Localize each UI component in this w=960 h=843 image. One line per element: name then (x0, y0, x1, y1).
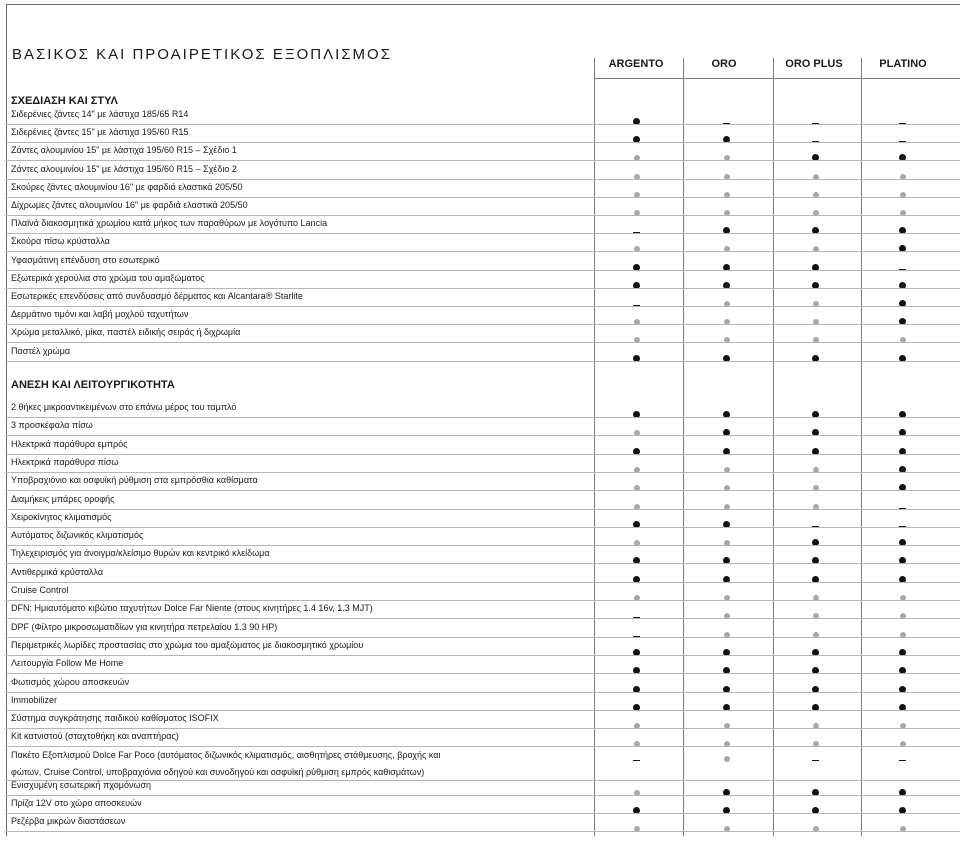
standard-dot-icon (811, 703, 821, 713)
table-row (0, 345, 960, 372)
row-separator (6, 251, 960, 252)
row-separator (6, 160, 960, 161)
column-header-oro-plus: ORO PLUS (785, 58, 843, 70)
table-row (0, 816, 960, 842)
row-label: Ηλεκτρικά παράθυρα πίσω (11, 456, 119, 467)
row-separator (6, 746, 960, 747)
standard-dot-icon (811, 685, 821, 695)
standard-dot-icon (722, 428, 732, 438)
row-label: Αυτόματος διζωνικός κλιματισμός (11, 530, 144, 541)
optional-dot-icon (898, 721, 908, 731)
row-label: Φωτισμός χώρου αποσκευών (11, 676, 130, 687)
optional-dot-icon (632, 465, 642, 475)
optional-dot-icon (811, 190, 821, 200)
standard-dot-icon (632, 135, 642, 145)
row-separator (6, 795, 960, 796)
row-label: Διαμήκεις μπάρες οροφής (11, 493, 115, 504)
standard-dot-icon (811, 447, 821, 457)
not-available-dash-icon (632, 611, 642, 621)
standard-dot-icon (722, 354, 732, 364)
optional-dot-icon (722, 244, 732, 254)
not-available-dash-icon (898, 263, 908, 273)
standard-dot-icon (898, 226, 908, 236)
column-header-argento: ARGENTO (608, 58, 664, 70)
availability-mark (812, 760, 819, 761)
optional-dot-icon (722, 208, 732, 218)
standard-dot-icon (898, 556, 908, 566)
optional-dot-icon (811, 593, 821, 603)
section-title: ΑΝΕΣΗ ΚΑΙ ΛΕΙΤΟΥΡΓΙΚΟΤΗΤΑ (11, 379, 175, 391)
standard-dot-icon (898, 410, 908, 420)
row-separator (6, 582, 960, 583)
row-label: Λειτουργία Follow Me Home (11, 658, 124, 669)
standard-dot-icon (722, 648, 732, 658)
row-label: Πακέτο Εξοπλισμού Dolce Far Poco (αυτόματος διζωνικός κλιματισμός, αισθητήρες στάθμευσης, βροχής και (11, 749, 441, 760)
row-label: Υφασμάτινη επένδυση στο εσωτερικό (11, 254, 160, 265)
not-available-dash-icon (811, 754, 821, 764)
optional-dot-icon (632, 153, 642, 163)
not-available-dash-icon (898, 502, 908, 512)
row-separator (6, 215, 960, 216)
not-available-dash-icon (898, 520, 908, 530)
standard-dot-icon (632, 354, 642, 364)
row-separator (6, 831, 960, 832)
standard-dot-icon (898, 806, 908, 816)
row-label: 3 προσκέφαλα πίσω (11, 420, 93, 431)
row-separator (6, 324, 960, 325)
optional-dot-icon (811, 299, 821, 309)
standard-dot-icon (811, 354, 821, 364)
standard-dot-icon (722, 263, 732, 273)
optional-dot-icon (898, 172, 908, 182)
standard-dot-icon (632, 806, 642, 816)
row-separator (6, 813, 960, 814)
row-label: Cruise Control (11, 585, 69, 595)
optional-dot-icon (722, 335, 732, 345)
row-label: Χρώμα μεταλλικό, μίκα, παστέλ ειδικής σειράς ή διχρωμία (11, 327, 241, 338)
standard-dot-icon (898, 153, 908, 163)
row-label: Ενισχυμένη εσωτερική πχομόνωση (11, 779, 152, 790)
optional-dot-icon (632, 483, 642, 493)
not-available-dash-icon (632, 630, 642, 640)
optional-dot-icon (722, 611, 732, 621)
row-label: Πρίζα 12V στο χώρο αποσκευών (11, 798, 142, 808)
optional-dot-icon (898, 630, 908, 640)
row-label: DPF (Φίλτρο μικροσωματιδίων για κινητήρα πετρελαίου 1.3 90 HP) (11, 621, 278, 632)
row-label: Εξωτερικά χερούλια στο χρώμα του αμαξώματος (11, 272, 205, 283)
optional-dot-icon (632, 502, 642, 512)
standard-dot-icon (632, 575, 642, 585)
not-available-dash-icon (632, 226, 642, 236)
optional-dot-icon (632, 538, 642, 548)
row-label: 2 θήκες μικροαντικειμένων στο επάνω μέρος του ταμπλό (11, 402, 237, 412)
row-label: Δίχρωμες ζάντες αλουμινίου 16" με φαρδιά ελαστικά 205/50 (11, 200, 248, 210)
row-label: Υποβραχιόνιο και οσφυϊκή ρύθμιση στα εμπρόσθια καθίσματα (11, 475, 258, 486)
standard-dot-icon (722, 575, 732, 585)
standard-dot-icon (898, 538, 908, 548)
optional-dot-icon (632, 208, 642, 218)
row-separator (6, 673, 960, 674)
row-separator (6, 417, 960, 418)
optional-dot-icon (632, 428, 642, 438)
standard-dot-icon (632, 648, 642, 658)
row-label: Δερμάτινο τιμόνι και λαβή μοχλού ταχυτήτων (11, 309, 189, 320)
row-label: Εσωτερικές επενδύσεις από συνδυασμό δέρματος και Alcantara® Starlite (11, 291, 303, 301)
row-separator (6, 710, 960, 711)
row-label: Kit κατνιστού (σταχτοθήκη και αναπτήρας) (11, 731, 179, 742)
standard-dot-icon (722, 447, 732, 457)
row-separator (6, 342, 960, 343)
optional-dot-icon (722, 299, 732, 309)
standard-dot-icon (722, 556, 732, 566)
header-underline (594, 78, 960, 79)
optional-dot-icon (722, 538, 732, 548)
standard-dot-icon (632, 685, 642, 695)
optional-dot-icon (722, 465, 732, 475)
row-separator (6, 233, 960, 234)
standard-dot-icon (722, 666, 732, 676)
row-label: DFN: Ημιαυτόματο κιβώτιο ταχυτήτων Dolce Far Niente (στους κινητήρες 1.4 16v, 1.3 MJT) (11, 603, 373, 614)
optional-dot-icon (632, 335, 642, 345)
optional-dot-icon (811, 721, 821, 731)
row-label: Τηλεχειρισμός για άνοιγμα/κλείσιμο θυρών και κεντρικό κλείδωμα (11, 548, 270, 559)
optional-dot-icon (722, 593, 732, 603)
standard-dot-icon (898, 788, 908, 798)
standard-dot-icon (898, 354, 908, 364)
row-label: Παστέλ χρώμα (11, 345, 71, 356)
standard-dot-icon (811, 226, 821, 236)
standard-dot-icon (898, 428, 908, 438)
row-label: Ζάντες αλουμινίου 15" με λάστιχα 195/60 R15 – Σχέδιο 1 (11, 145, 237, 156)
section-title: ΣΧΕΔΙΑΣΗ ΚΑΙ ΣΤΥΛ (11, 95, 118, 107)
standard-dot-icon (898, 483, 908, 493)
standard-dot-icon (898, 281, 908, 291)
not-available-dash-icon (898, 135, 908, 145)
standard-dot-icon (632, 281, 642, 291)
row-separator (6, 692, 960, 693)
optional-dot-icon (898, 190, 908, 200)
optional-dot-icon (811, 317, 821, 327)
standard-dot-icon (811, 281, 821, 291)
optional-dot-icon (811, 335, 821, 345)
optional-dot-icon (898, 335, 908, 345)
standard-dot-icon (898, 299, 908, 309)
standard-dot-icon (632, 117, 642, 127)
standard-dot-icon (898, 685, 908, 695)
standard-dot-icon (722, 703, 732, 713)
row-label: Ηλεκτρικά παράθυρα εμπρός (11, 438, 128, 449)
row-separator (6, 527, 960, 528)
row-separator (6, 655, 960, 656)
optional-dot-icon (722, 721, 732, 731)
row-label: Χειροκίνητος κλιματισμός (11, 511, 112, 522)
row-label: Ρεζέρβα μικρών διαστάσεων (11, 816, 126, 827)
row-separator (6, 124, 960, 125)
optional-dot-icon (811, 824, 821, 834)
standard-dot-icon (632, 703, 642, 713)
column-headers (0, 58, 960, 78)
standard-dot-icon (898, 244, 908, 254)
column-header-oro: ORO (711, 58, 737, 70)
optional-dot-icon (632, 317, 642, 327)
optional-dot-icon (722, 502, 732, 512)
standard-dot-icon (632, 520, 642, 530)
optional-dot-icon (632, 172, 642, 182)
standard-dot-icon (722, 806, 732, 816)
row-label: Σκούρες ζάντες αλουμινίου 16" με φαρδιά ελαστικά 205/50 (11, 181, 243, 192)
row-label: Σιδερένιες ζάντες 15" με λάστιχα 195/60 R15 (11, 127, 189, 138)
row-separator (6, 270, 960, 271)
standard-dot-icon (811, 410, 821, 420)
not-available-dash-icon (811, 117, 821, 127)
availability-mark (899, 760, 906, 761)
optional-dot-icon (898, 208, 908, 218)
row-separator (6, 472, 960, 473)
standard-dot-icon (722, 685, 732, 695)
standard-dot-icon (898, 465, 908, 475)
row-separator (6, 179, 960, 180)
row-separator (6, 509, 960, 510)
row-separator (6, 618, 960, 619)
optional-dot-icon (632, 739, 642, 749)
row-separator (6, 142, 960, 143)
not-available-dash-icon (811, 135, 821, 145)
standard-dot-icon (811, 263, 821, 273)
optional-dot-icon (898, 824, 908, 834)
standard-dot-icon (632, 666, 642, 676)
standard-dot-icon (632, 410, 642, 420)
optional-dot-icon (811, 630, 821, 640)
row-label: Πλαϊνά διακοσμητικά χρωμίου κατά μήκος των παραθύρων με λογότυπο Lancia (11, 218, 328, 229)
column-header-platino: PLATINO (879, 58, 927, 70)
optional-dot-icon (632, 721, 642, 731)
row-label: Σύστημα συγκράτησης παιδικού καθίσματος ISOFIX (11, 713, 219, 724)
standard-dot-icon (632, 263, 642, 273)
optional-dot-icon (632, 244, 642, 254)
standard-dot-icon (811, 428, 821, 438)
optional-dot-icon (722, 824, 732, 834)
optional-dot-icon (898, 611, 908, 621)
standard-dot-icon (632, 447, 642, 457)
standard-dot-icon (722, 226, 732, 236)
row-separator (6, 454, 960, 455)
optional-dot-icon (632, 593, 642, 603)
not-available-dash-icon (898, 117, 908, 127)
optional-dot-icon (722, 153, 732, 163)
row-label: Σκούρα πίσω κρύσταλλα (11, 236, 110, 247)
optional-dot-icon (722, 754, 732, 764)
optional-dot-icon (722, 172, 732, 182)
standard-dot-icon (811, 575, 821, 585)
not-available-dash-icon (811, 520, 821, 530)
row-separator (6, 361, 960, 362)
standard-dot-icon (722, 410, 732, 420)
standard-dot-icon (811, 806, 821, 816)
optional-dot-icon (811, 172, 821, 182)
standard-dot-icon (898, 447, 908, 457)
row-separator (6, 288, 960, 289)
standard-dot-icon (898, 666, 908, 676)
row-label: Περιμετρικές λωρίδες προστασίας στο χρώμα του αμαξώματος με διακοσμητικό χρωμίου (11, 639, 364, 650)
row-separator (6, 435, 960, 436)
row-label-continued: φώτων, Cruise Control, υποβραχιόνια οδηγού και συνοδηγού και οσφυϊκή ρύθμιση εμπρός καθισμάτων) (11, 766, 425, 777)
standard-dot-icon (811, 538, 821, 548)
standard-dot-icon (898, 317, 908, 327)
optional-dot-icon (811, 208, 821, 218)
row-separator (6, 545, 960, 546)
standard-dot-icon (722, 135, 732, 145)
row-separator (6, 197, 960, 198)
standard-dot-icon (722, 520, 732, 530)
row-separator (6, 728, 960, 729)
page-title: ΒΑΣΙΚΟΣ ΚΑΙ ΠΡΟΑΙΡΕΤΙΚΟΣ ΕΞΟΠΛΙΣΜΟΣ (12, 46, 392, 63)
row-separator (6, 637, 960, 638)
row-separator (6, 306, 960, 307)
optional-dot-icon (722, 483, 732, 493)
standard-dot-icon (898, 575, 908, 585)
not-available-dash-icon (632, 754, 642, 764)
not-available-dash-icon (898, 754, 908, 764)
standard-dot-icon (811, 153, 821, 163)
row-label: Ζάντες αλουμινίου 15" με λάστιχα 195/60 R15 – Σχέδιο 2 (11, 163, 237, 174)
optional-dot-icon (722, 317, 732, 327)
optional-dot-icon (811, 611, 821, 621)
optional-dot-icon (898, 739, 908, 749)
optional-dot-icon (898, 593, 908, 603)
row-label: Αντιθερμικά κρύσταλλα (11, 566, 104, 577)
optional-dot-icon (811, 739, 821, 749)
standard-dot-icon (811, 788, 821, 798)
standard-dot-icon (898, 703, 908, 713)
optional-dot-icon (811, 244, 821, 254)
optional-dot-icon (632, 824, 642, 834)
availability-mark (724, 756, 730, 762)
not-available-dash-icon (722, 117, 732, 127)
row-label: Σιδερένιες ζάντες 14" με λάστιχα 185/65 R14 (11, 109, 189, 119)
row-separator (6, 490, 960, 491)
standard-dot-icon (811, 556, 821, 566)
availability-mark (633, 760, 640, 761)
optional-dot-icon (632, 190, 642, 200)
optional-dot-icon (722, 630, 732, 640)
optional-dot-icon (632, 788, 642, 798)
standard-dot-icon (632, 556, 642, 566)
frame-top-border (6, 4, 960, 5)
optional-dot-icon (722, 739, 732, 749)
standard-dot-icon (722, 788, 732, 798)
optional-dot-icon (811, 502, 821, 512)
optional-dot-icon (722, 190, 732, 200)
row-separator (6, 600, 960, 601)
standard-dot-icon (811, 648, 821, 658)
optional-dot-icon (811, 483, 821, 493)
not-available-dash-icon (632, 299, 642, 309)
standard-dot-icon (811, 666, 821, 676)
row-label: Immobilizer (11, 694, 58, 705)
row-separator (6, 563, 960, 564)
standard-dot-icon (722, 281, 732, 291)
standard-dot-icon (898, 648, 908, 658)
optional-dot-icon (811, 465, 821, 475)
